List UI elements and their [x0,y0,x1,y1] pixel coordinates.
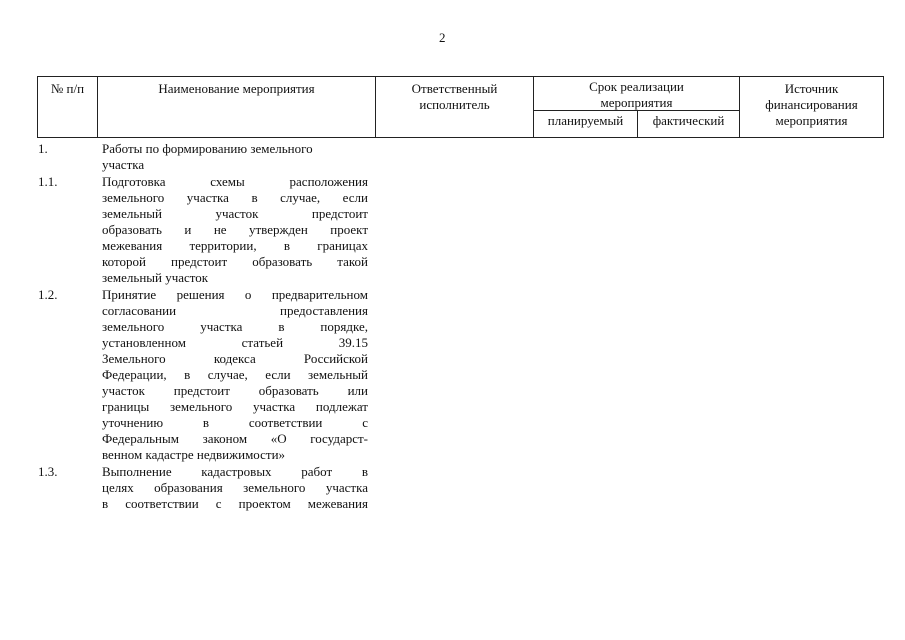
row-line: уточнению в соответствии с [102,415,368,430]
header-cell-name [98,77,376,137]
row-line: межевания территории, в границах [102,238,368,253]
row-line: Принятие решения о предварительном [102,287,368,302]
header-cell-term [534,77,740,137]
row-line: земельный участок предстоит [102,206,368,221]
row-text [102,141,368,173]
table-row [38,174,378,286]
header-term-line2: мероприятия [600,95,673,110]
header-term-top [534,77,739,111]
header-term-actual: фактический [652,113,725,128]
row-line: земельный участок [102,270,209,285]
row-line: Федерации, в случае, если земельный [102,367,368,382]
row-line: целях образования земельного участка [102,480,368,495]
header-term-bottom [534,111,739,137]
header-source-line1: Источник [784,81,839,96]
row-number: 1.2. [38,287,58,302]
row-number: 1.3. [38,464,58,479]
header-source-line3: мероприятия [775,113,848,128]
page-number: 2 [439,30,446,45]
header-term-planned: планируемый [534,111,638,137]
header-number-label: № п/п [50,81,85,96]
row-text [102,174,368,286]
row-line: границы земельного участка подлежат [102,399,368,414]
row-line: венном кадастре недвижимости» [102,447,286,462]
header-cell-number [38,77,98,137]
row-line: в соответствии с проектом межевания [102,496,368,511]
row-number: 1.1. [38,174,58,189]
header-source-line2: финансирования [765,97,858,112]
table-row [38,287,378,463]
row-line: которой предстоит образовать такой [102,254,368,269]
row-line: установленном статьей 39.15 [102,335,368,350]
row-line: Выполнение кадастровых работ в [102,464,368,479]
table-body [38,141,378,513]
row-line: Федеральным законом «О государст- [102,431,368,446]
row-line: Земельного кодекса Российской [102,351,368,366]
table-header [37,76,884,138]
row-line: земельного участка в случае, если [102,190,368,205]
row-line: Подготовка схемы расположения [102,174,368,189]
header-cell-responsible [376,77,534,137]
row-line: участок предстоит образовать или [102,383,368,398]
header-cell-source [740,77,883,137]
header-term-line1: Срок реализации [589,79,684,94]
row-line: согласовании предоставления [102,303,368,318]
table-row [38,141,378,173]
row-line: земельного участка в порядке, [102,319,368,334]
header-responsible-line1: Ответственный [411,81,498,96]
row-text [102,464,368,512]
row-number: 1. [38,141,48,156]
table-row [38,464,378,512]
header-responsible-line2: исполнитель [419,97,490,112]
row-text [102,287,368,463]
header-name-label: Наименование мероприятия [158,81,315,96]
row-line: участка [102,157,145,172]
row-line: Работы по формированию земельного [102,141,313,156]
row-line: образовать и не утвержден проект [102,222,368,237]
